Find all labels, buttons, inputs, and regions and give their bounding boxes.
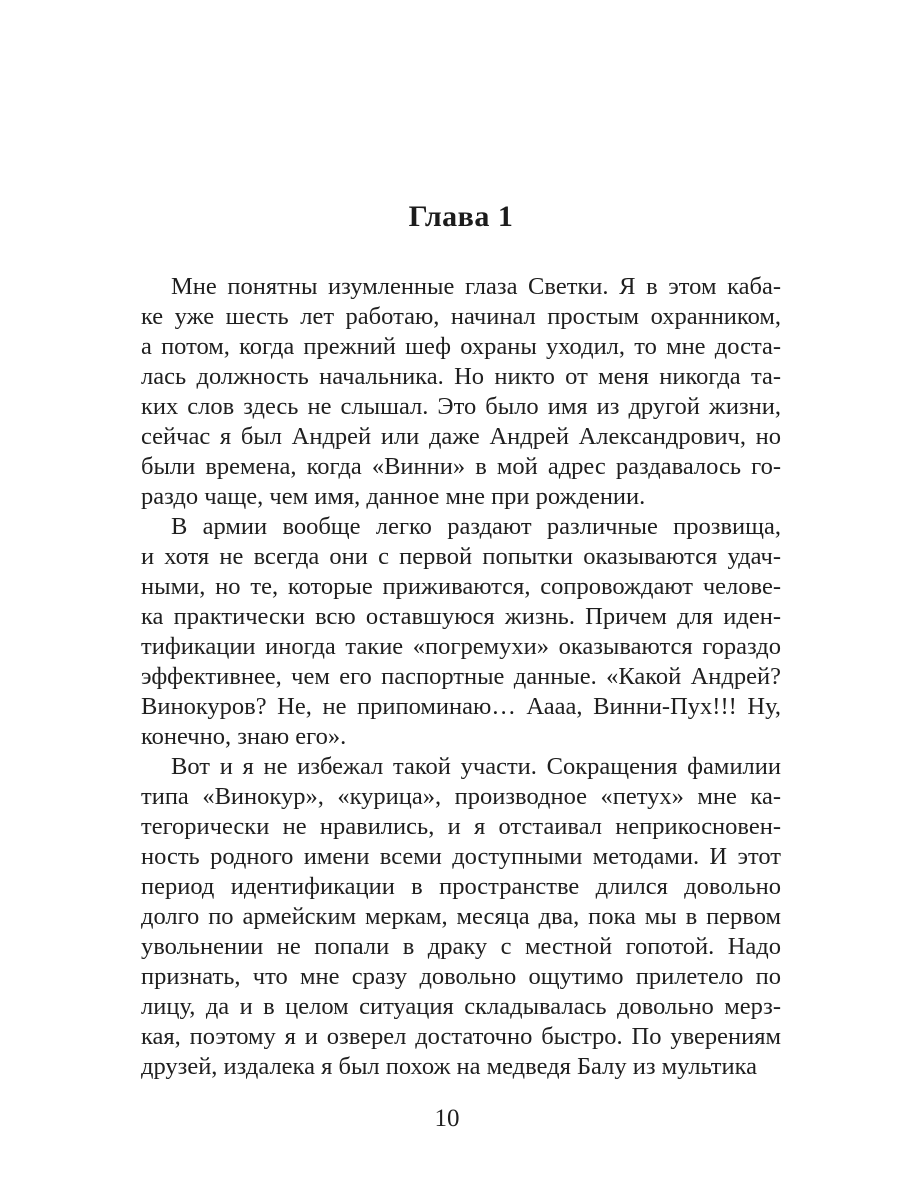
paragraph <box>141 272 781 512</box>
text-line: В армии вообще легко раздают различные прозвища, <box>171 513 781 540</box>
text-line: эффективнее, чем его паспортные данные. «Какой Андрей? <box>141 663 781 690</box>
text-line: Вот и я не избежал такой участи. Сокращения фамилии <box>171 753 781 780</box>
text-line: и хотя не всегда они с первой попытки оказываются удач- <box>141 543 781 570</box>
text-line: а потом, когда прежний шеф охраны уходил, то мне доста- <box>141 333 781 360</box>
paragraph <box>141 512 781 752</box>
text-line: кая, поэтому я и озверел достаточно быстро. По уверениям <box>141 1023 781 1050</box>
text-line: Мне понятны изумленные глаза Светки. Я в этом каба- <box>171 273 781 300</box>
text-line: период идентификации в пространстве длился довольно <box>141 873 781 900</box>
chapter-title: Глава 1 <box>408 200 514 233</box>
text-line: тегорически не нравились, и я отстаивал неприкосновен- <box>141 813 781 840</box>
text-line: ке уже шесть лет работаю, начинал простым охранником, <box>141 303 781 330</box>
text-line: лицу, да и в целом ситуация складывалась довольно мерз- <box>141 993 781 1020</box>
text-line: признать, что мне сразу довольно ощутимо прилетело по <box>141 963 781 990</box>
page-number: 10 <box>434 1105 460 1132</box>
text-line: долго по армейским меркам, месяца два, пока мы в первом <box>141 903 781 930</box>
paragraph <box>141 752 781 1082</box>
text-line: конечно, знаю его». <box>141 723 347 750</box>
text-line: ными, но те, которые приживаются, сопровождают челове- <box>141 573 781 600</box>
text-line: сейчас я был Андрей или даже Андрей Александрович, но <box>141 423 781 450</box>
text-line: лась должность начальника. Но никто от меня никогда та- <box>141 363 781 390</box>
text-line: друзей, издалека я был похож на медведя Балу из мультика <box>141 1053 758 1080</box>
text-line: ких слов здесь не слышал. Это было имя из другой жизни, <box>141 393 781 420</box>
text-block <box>141 272 781 1082</box>
text-line: Винокуров? Не, не припоминаю… Аааа, Винни-Пух!!! Ну, <box>141 693 781 720</box>
text-line: были времена, когда «Винни» в мой адрес раздавалось го- <box>141 453 781 480</box>
text-line: увольнении не попали в драку с местной гопотой. Надо <box>141 933 781 960</box>
text-line: ка практически всю оставшуюся жизнь. Причем для иден- <box>141 603 781 630</box>
text-line: ность родного имени всеми доступными методами. И этот <box>141 843 781 870</box>
text-line: раздо чаще, чем имя, данное мне при рождении. <box>141 483 646 510</box>
text-line: тификации иногда такие «погремухи» оказываются гораздо <box>141 633 781 660</box>
text-line: типа «Винокур», «курица», производное «петух» мне ка- <box>141 783 781 810</box>
